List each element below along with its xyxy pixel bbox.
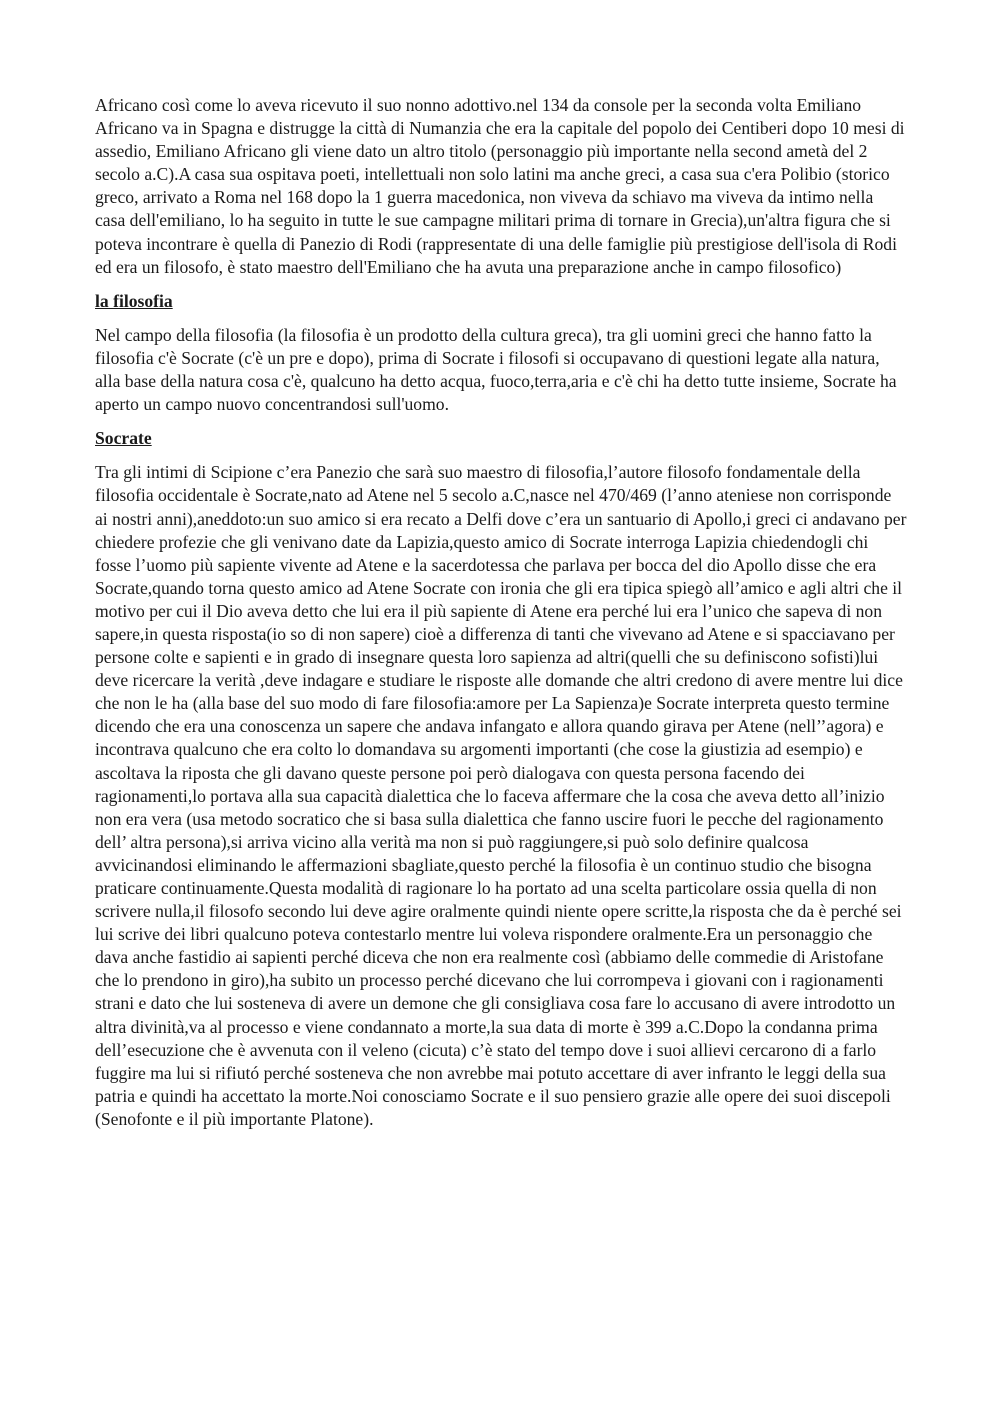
paragraph-socrate: Tra gli intimi di Scipione c’era Panezio che sarà suo maestro di filosofia,l’autore filosofo fondamentale della filosofia occidentale è Socrate,nato ad Atene nel 5 secolo a.C,nasce nel 470/469 (l’anno ateniese non corrisponde ai nostri anni),aneddoto:un suo amico si era recato a Delfi dove c’era un santuario di Apollo,i greci ci andavano per chiedere profezie che gli venivano date da Lapizia,questo amico di Socrate interroga Lapizia chiedendogli chi fosse l’uomo più sapiente vivente ad Atene e la sacerdotessa che parlava per bocca del dio Apollo disse che era Socrate,quando torna questo amico ad Atene Socrate con ironia che gli era tipica spiegò all’amico e agli altri che il motivo per cui il Dio aveva detto che lui era il più sapiente di Atene era perché lui era l’unico che sapeva di non sapere,in questa risposta(io so di non sapere) cioè a differenza di tanti che vivevano ad Atene e si spacciavano per persone colte e sapienti e in grado di insegnare questa loro sapienza ad altri(quelli che su definiscono sofisti)lui deve ricercare la verità ,deve indagare e studiare le risposte alle domande che altri credono di avere mentre lui dice che non le ha (alla base del suo modo di fare filosofia:amore per La Sapienza)e Socrate interpreta questo termine dicendo che era una conoscenza un sapere che andava infangato e allora quando girava per Atene (nell’’agora) e incontrava qualcuno che era colto lo domandava su argomenti importanti (che cose la giustizia ad esempio) e ascoltava la riposta che gli davano queste persone poi però dialogava con questa persona facendo dei ragionamenti,lo portava alla sua capacità dialettica che lo faceva affermare che la cosa che aveva detto all’inizio non era vera (usa metodo socratico che si basa sulla dialettica che fanno uscire fuori le pecche del ragionamento dell’ altra persona),si arriva vicino alla verità ma non si può raggiungere,si può solo definire qualcosa avvicinandosi eliminando le affermazioni sbagliate,questo perché la filosofia è un continuo studio che bisogna praticare continuamente.Questa modalità di ragionare lo ha portato ad una scelta particolare ossia quella di non scrivere nulla,il filosofo secondo lui deve agire oralmente quindi niente opere scritte,la risposta che da è perché sei lui scrive dei libri qualcuno poteva contestarlo mentre lui voleva rispondere oralmente.Era un personaggio che dava anche fastidio ai sapienti perché diceva che non era realmente così (abbiamo delle commedie di Aristofane che lo prendono in giro),ha subito un processo perché dicevano che lui corrompeva i giovani con i ragionamenti strani e dato che lui sosteneva di avere un demone che gli consigliava cosa fare lo accusano di avere introdotto un altra divinità,va al processo e viene condannato a morte,la sua data di morte è 399 a.C.Dopo la condanna prima dell’esecuzione che è avvenuta con il veleno (cicuta) c’è stato del tempo dove i suoi allievi cercarono di a farlo fuggire ma lui si rifiutó perché sosteneva che non avrebbe mai potuto accettare di aver infranto le leggi della sua patria e quindi ha accettato la morte.Noi conosciamo Socrate e il suo pensiero grazie alle opere dei suoi discepoli (Senofonte e il più importante Platone).: [95, 462, 907, 1129]
paragraph-filosofia: Nel campo della filosofia (la filosofia è un prodotto della cultura greca), tra gli uomini greci che hanno fatto la filosofia c'è Socrate (c'è un pre e dopo), prima di Socrate i filosofi si occupavano di questioni legate alla natura, alla base della natura cosa c'è, qualcuno ha detto acqua, fuoco,terra,aria e c'è chi ha detto tutte insieme, Socrate ha aperto un campo nuovo concentrandosi sull'uomo.: [95, 324, 897, 415]
paragraph-scipione: Africano così come lo aveva ricevuto il suo nonno adottivo.nel 134 da console per la seconda volta Emiliano Africano va in Spagna e distrugge la città di Numanzia che era la capitale del popolo dei Centiberi dopo 10 mesi di assedio, Emiliano Africano gli viene dato un altro titolo (personaggio più importante nella second ametà del 2 secolo a.C).A casa sua ospitava poeti, intellettuali non solo latini ma anche greci, a casa sua c'era Polibio (storico greco, arrivato a Roma nel 168 dopo la 1 guerra macedonica, non viveva da schiavo ma viveva da intimo nella casa dell'emiliano, lo ha seguito in tutte le sue campagne militari prima di tornare in Grecia),un'altra figura che si poteva incontrare è quella di Panezio di Rodi (rappresentate di una delle famiglie più prestigiose dell'isola di Rodi ed era un filosofo, è stato maestro dell'Emiliano che ha avuta una preparazione anche in campo filosofico): [95, 95, 905, 277]
document-page: [95, 94, 907, 1142]
heading-socrate: Socrate: [95, 428, 152, 449]
heading-la-filosofia: la filosofia: [95, 290, 173, 311]
